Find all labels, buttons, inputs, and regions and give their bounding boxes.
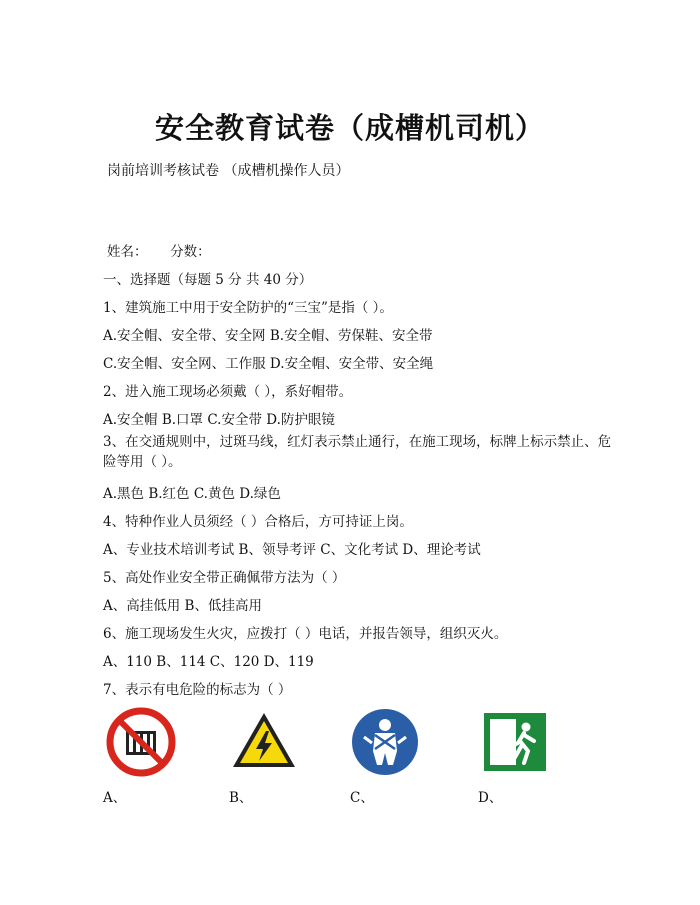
question-3: 3、在交通规则中，过斑马线，红灯表示禁止通行，在施工现场，标牌上标示禁止、危险等用（ ）。 xyxy=(103,434,612,470)
electric-hazard-sign-icon xyxy=(229,707,299,777)
prohibition-sign-icon xyxy=(106,707,176,777)
question-4: 4、特种作业人员须经（ ）合格后，方可持证上岗。 xyxy=(103,514,413,530)
question-3-options: A.黑色 B.红色 C.黄色 D.绿色 xyxy=(103,486,281,502)
sign-option-d-label: D、 xyxy=(478,790,503,806)
question-1: 1、建筑施工中用于安全防护的“三宝”是指（ ）。 xyxy=(103,300,393,316)
subtitle: 岗前培训考核试卷 （成槽机操作人员） xyxy=(107,163,350,179)
section-heading: 一、选择题（每题 5 分 共 40 分） xyxy=(103,272,313,288)
question-2-options: A.安全帽 B.口罩 C.安全带 D.防护眼镜 xyxy=(103,412,335,428)
question-5-options: A、高挂低用 B、低挂高用 xyxy=(103,598,262,614)
question-1-options-c-d: C.安全帽、安全网、工作服 D.安全帽、安全带、安全绳 xyxy=(103,356,434,372)
page-title: 安全教育试卷（成槽机司机） xyxy=(154,111,545,145)
name-label: 姓名： xyxy=(107,244,148,260)
emergency-exit-sign-icon xyxy=(480,707,550,777)
name-field xyxy=(107,240,211,260)
sign-option-c-label: C、 xyxy=(350,790,374,806)
question-5: 5、高处作业安全带正确佩带方法为（ ） xyxy=(103,570,346,586)
safety-harness-sign-icon xyxy=(350,707,420,777)
question-6-options: A、110 B、114 C、120 D、119 xyxy=(103,654,314,670)
question-6: 6、施工现场发生火灾，应拨打（ ）电话，并报告领导，组织灭火。 xyxy=(103,626,508,642)
question-2: 2、进入施工现场必须戴（ ），系好帽带。 xyxy=(103,384,353,400)
sign-option-a-label: A、 xyxy=(103,790,127,806)
question-1-options-a-b: A.安全帽、安全带、安全网 B.安全帽、劳保鞋、安全带 xyxy=(103,328,433,344)
sign-option-b-label: B、 xyxy=(229,790,253,806)
question-7: 7、表示有电危险的标志为（ ） xyxy=(103,682,292,698)
question-4-options: A、专业技术培训考试 B、领导考评 C、文化考试 D、理论考试 xyxy=(103,542,481,558)
score-label: 分数： xyxy=(170,244,211,260)
